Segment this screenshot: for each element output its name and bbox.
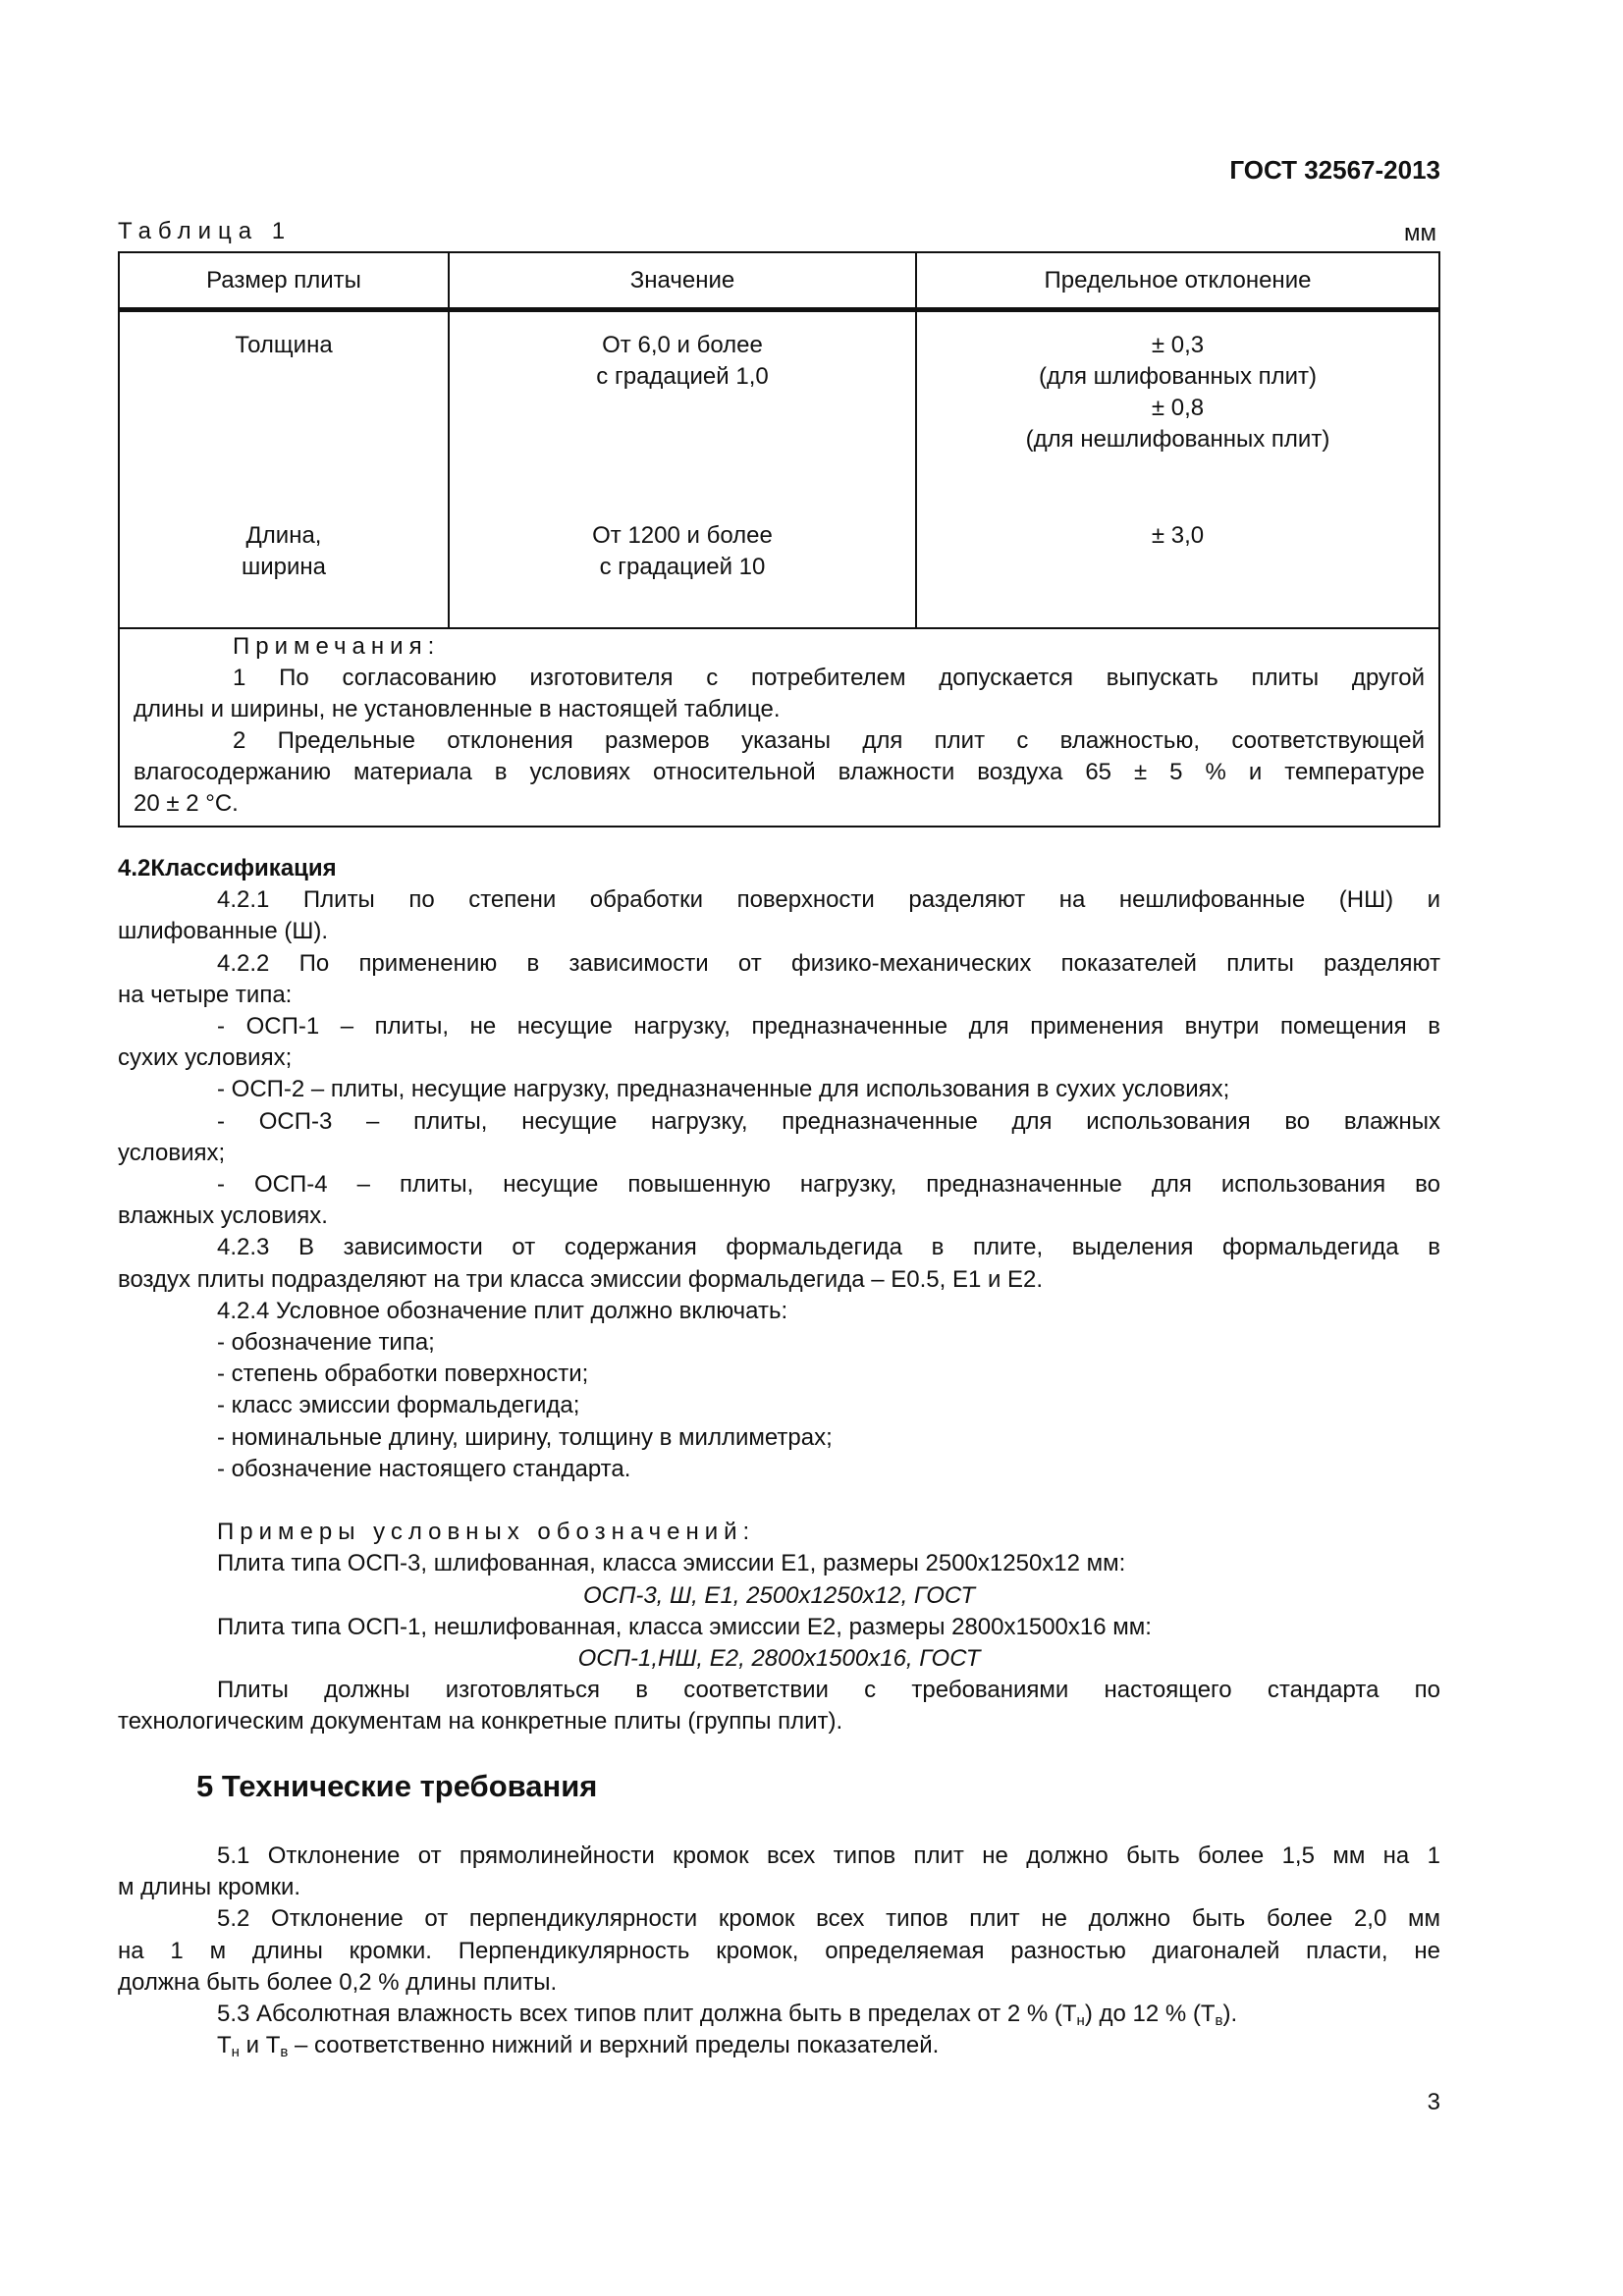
- text-line: влажных условиях.: [118, 1202, 328, 1230]
- text-line: на четыре типа:: [118, 981, 293, 1008]
- text-line: сухих условиях;: [118, 1044, 293, 1072]
- text-line: м длины кромки.: [118, 1874, 301, 1901]
- text-line: 4.2.2 По применению в зависимости от физико-механических показателей плиты разделяют: [217, 949, 1440, 977]
- cell-value: [450, 518, 917, 627]
- cell-value: [450, 312, 917, 518]
- cell-line: ± 3,0: [1151, 522, 1205, 549]
- paragraph: [118, 1999, 1440, 2030]
- cell-line: с градацией 10: [599, 554, 766, 580]
- paragraph: [118, 1903, 1440, 1999]
- text-line: - ОСП-3 – плиты, несущие нагрузку, предназначенные для использования во влажных: [217, 1107, 1440, 1135]
- section-5: [118, 1841, 1440, 2061]
- section-heading: 5 Технические требования: [196, 1769, 598, 1803]
- text-run: ) до 12 % (Т: [1084, 2001, 1216, 2028]
- paragraph: [118, 1106, 1440, 1169]
- text-line: воздух плиты подразделяют на три класса эмиссии формальдегида – Е0.5, Е1 и Е2.: [118, 1265, 1044, 1293]
- cell-line: (для шлифованных плит): [1038, 363, 1318, 390]
- paragraph: [118, 1169, 1440, 1232]
- text-line: условиях;: [118, 1139, 226, 1166]
- cell-deviation: [917, 518, 1438, 627]
- text-run: и Т: [239, 2032, 281, 2059]
- paragraph: [118, 1327, 1440, 1359]
- examples-title: Примеры условных обозначений:: [217, 1519, 756, 1546]
- text-line: длины и ширины, не установленные в настоящей таблице.: [134, 696, 781, 722]
- example-code: ОСП-1,НШ, Е2, 2800х1500х16, ГОСТ: [577, 1645, 981, 1673]
- paragraph: [118, 1390, 1440, 1421]
- notes-title: Примечания:: [233, 633, 441, 660]
- table-header-row: [120, 253, 1438, 312]
- cell-deviation: [917, 312, 1438, 518]
- paragraph: [118, 1011, 1440, 1074]
- cell-line: ширина: [241, 554, 326, 580]
- text-run: н: [1076, 2012, 1085, 2030]
- cell-size: [120, 518, 450, 627]
- column-header: Предельное отклонение: [1044, 267, 1312, 294]
- paragraph: [118, 1841, 1440, 1903]
- text-line: 5.1 Отклонение от прямолинейности кромок всех типов плит не должно быть более 1,5 мм на 1: [217, 1842, 1440, 1869]
- paragraph: [118, 948, 1440, 1011]
- dimensions-table: [118, 251, 1440, 828]
- paragraph: [118, 1232, 1440, 1295]
- text-line: - обозначение настоящего стандарта.: [217, 1455, 631, 1482]
- column-header: Значение: [450, 253, 917, 307]
- text-line: 4.2.4 Условное обозначение плит должно включать:: [217, 1297, 788, 1324]
- text-line: - обозначение типа;: [217, 1329, 435, 1357]
- text-run: – соответственно нижний и верхний пределы показателей.: [288, 2032, 940, 2059]
- paragraph: [118, 1074, 1440, 1105]
- paragraph: [118, 1454, 1440, 1485]
- paragraph: [118, 1675, 1440, 1737]
- text-run: н: [231, 2044, 240, 2061]
- text-line: - степень обработки поверхности;: [217, 1361, 589, 1388]
- text-line: 20 ± 2 °С.: [134, 790, 239, 817]
- table-notes: [120, 627, 1438, 826]
- text-line: - ОСП-1 – плиты, не несущие нагрузку, предназначенные для применения внутри помещения в: [217, 1013, 1440, 1041]
- text-line: технологическим документам на конкретные плиты (группы плит).: [118, 1708, 843, 1735]
- table-row: [120, 312, 1438, 518]
- text-run: в: [1215, 2012, 1223, 2030]
- text-line: Плиты должны изготовляться в соответствии с требованиями настоящего стандарта по: [217, 1677, 1440, 1704]
- column-header: Размер плиты: [120, 253, 450, 307]
- cell-line: От 1200 и более: [592, 522, 773, 549]
- paragraph: [134, 663, 1425, 725]
- cell-line: ± 0,3: [1151, 332, 1205, 358]
- text-line: - ОСП-2 – плиты, несущие нагрузку, предназначенные для использования в сухих условиях;: [217, 1076, 1230, 1103]
- text-line: на 1 м длины кромки. Перпендикулярность кромок, определяемая разностью диагоналей пласти, не: [118, 1937, 1440, 1964]
- cell-line: От 6,0 и более: [602, 332, 763, 358]
- text-line: 5.2 Отклонение от перпендикулярности кромок всех типов плит не должно быть более 2,0 мм: [217, 1905, 1440, 1933]
- paragraph: [118, 1422, 1440, 1454]
- text-line: - класс эмиссии формальдегида;: [217, 1392, 580, 1419]
- example-text: Плита типа ОСП-1, нешлифованная, класса эмиссии Е2, размеры 2800х1500х16 мм:: [217, 1613, 1152, 1640]
- text-line: - ОСП-4 – плиты, несущие повышенную нагрузку, предназначенные для использования во: [217, 1171, 1440, 1199]
- table-row: [120, 518, 1438, 627]
- text-run: ).: [1222, 2001, 1238, 2028]
- page-number: 3: [1427, 2089, 1440, 2115]
- cell-size: [120, 312, 450, 518]
- paragraph: [118, 2030, 1440, 2061]
- cell-line: (для нешлифованных плит): [1025, 426, 1330, 453]
- paragraph: [118, 884, 1440, 947]
- document-code: ГОСТ 32567-2013: [1229, 155, 1440, 185]
- paragraph: [118, 1296, 1440, 1327]
- text-run: 5.3 Абсолютная влажность всех типов плит должна быть в пределах от 2 % (Т: [217, 2001, 1077, 2028]
- text-line: влагосодержанию материала в условиях относительной влажности воздуха 65 ± 5 % и температуре: [134, 759, 1425, 785]
- text-line: шлифованные (Ш).: [118, 918, 329, 945]
- cell-line: Толщина: [235, 332, 333, 358]
- text-line: 4.2.1 Плиты по степени обработки поверхности разделяют на нешлифованные (НШ) и: [217, 886, 1440, 914]
- table-caption: Таблица 1: [118, 218, 293, 244]
- text-line: должна быть более 0,2 % длины плиты.: [118, 1968, 558, 1996]
- section-heading: 4.2Классификация: [118, 855, 337, 881]
- example-code: ОСП-3, Ш, Е1, 2500х1250х12, ГОСТ: [582, 1581, 976, 1609]
- text-line: 4.2.3 В зависимости от содержания формальдегида в плите, выделения формальдегида в: [217, 1234, 1440, 1261]
- cell-line: Длина,: [245, 522, 322, 549]
- example-text: Плита типа ОСП-3, шлифованная, класса эмиссии Е1, размеры 2500х1250х12 мм:: [217, 1550, 1126, 1577]
- table-unit: мм: [1404, 220, 1436, 246]
- text-run: в: [280, 2044, 289, 2061]
- text-line: 2 Предельные отклонения размеров указаны для плит с влажностью, соответствующей: [233, 727, 1425, 754]
- text-line: 1 По согласованию изготовителя с потребителем допускается выпускать плиты другой: [233, 665, 1425, 691]
- cell-line: с градацией 1,0: [596, 363, 769, 390]
- cell-line: ± 0,8: [1151, 395, 1205, 421]
- text-line: - номинальные длину, ширину, толщину в миллиметрах;: [217, 1423, 833, 1451]
- section-4-2: [118, 853, 1440, 1738]
- text-run: Т: [217, 2032, 232, 2059]
- paragraph: [134, 725, 1425, 820]
- paragraph: [118, 1359, 1440, 1390]
